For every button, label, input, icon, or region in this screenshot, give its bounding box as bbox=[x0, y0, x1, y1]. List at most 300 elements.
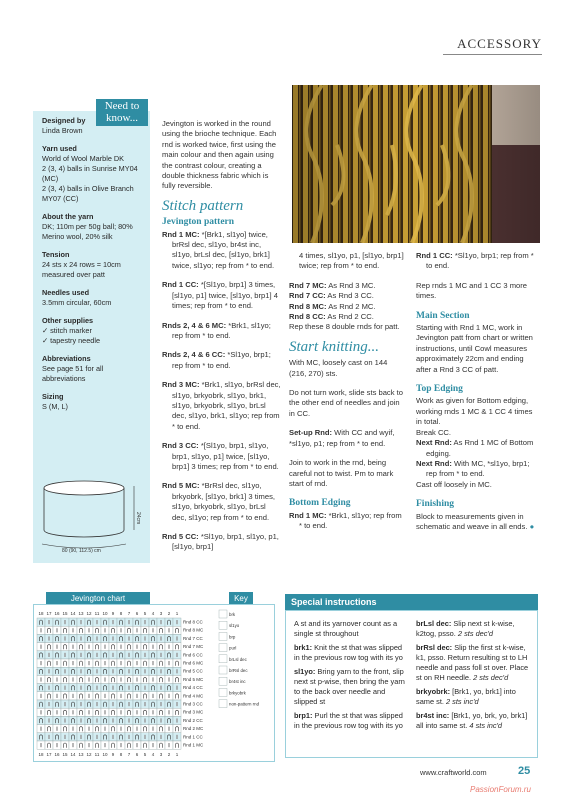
chart-cell bbox=[133, 634, 141, 642]
sl1yo-symbol bbox=[80, 636, 81, 640]
sl1yo-symbol bbox=[120, 694, 121, 698]
chart-cell bbox=[109, 643, 117, 651]
width-label: 80 (90, 112.5) cm bbox=[62, 548, 101, 554]
sl1yo-symbol bbox=[80, 702, 81, 706]
stitch-count: 2 sts inc'd bbox=[445, 697, 479, 706]
chart-cell bbox=[69, 700, 77, 708]
chart-cell bbox=[77, 692, 85, 700]
watermark: PassionForum.ru bbox=[470, 785, 531, 794]
chart-cell bbox=[53, 733, 61, 741]
row-text: As Rnd 2 MC. bbox=[326, 301, 376, 311]
sl1yo-symbol bbox=[112, 636, 113, 640]
row-text: *[Brk1, sl1yo] twice, brRsl dec, sl1yo, br4st inc, sl1yo, brLsl dec, [sl1yo, brk1] twice, sl1yo; rep from * to end. bbox=[172, 229, 275, 270]
sl1yo-symbol bbox=[88, 661, 89, 665]
needles-text: 3.5mm circular, 60cm bbox=[42, 298, 112, 307]
sl1yo-symbol bbox=[136, 694, 137, 698]
pattern-row bbox=[294, 711, 408, 731]
sl1yo-symbol bbox=[152, 628, 153, 632]
sl1yo-symbol bbox=[104, 727, 105, 731]
column-number: 3 bbox=[159, 611, 163, 616]
sl1yo-symbol bbox=[104, 628, 105, 632]
chart-cell bbox=[61, 675, 69, 683]
sl1yo-symbol bbox=[112, 702, 113, 706]
chart-cell bbox=[85, 684, 93, 692]
chart-cell bbox=[101, 667, 109, 675]
sl1yo-symbol bbox=[120, 661, 121, 665]
row-label: Rnd 7 MC: bbox=[289, 280, 327, 290]
column-number: 18 bbox=[38, 752, 44, 758]
sl1yo-symbol bbox=[152, 743, 153, 747]
key-swatch bbox=[219, 677, 227, 685]
column-number: 7 bbox=[127, 752, 131, 758]
chart-cell bbox=[37, 733, 45, 741]
sl1yo-symbol bbox=[120, 743, 121, 747]
row-text: *Sl1yo, brp1, sl1yo, p1, [sl1yo, brp1] bbox=[172, 532, 279, 552]
chart-cell bbox=[141, 675, 149, 683]
chart-cell bbox=[85, 716, 93, 724]
key-swatch bbox=[219, 688, 227, 696]
chart-cell bbox=[61, 643, 69, 651]
sl1yo-symbol bbox=[112, 718, 113, 722]
chart-cell bbox=[37, 716, 45, 724]
sl1yo-symbol bbox=[128, 653, 129, 657]
key-label: non-pattern rnd bbox=[229, 701, 260, 707]
sl1yo-symbol bbox=[128, 702, 129, 706]
key-label: br4st inc bbox=[229, 679, 246, 685]
key-label: brk bbox=[229, 612, 236, 617]
chart-cell bbox=[37, 634, 45, 642]
chart-cell bbox=[93, 741, 101, 749]
chart-row-label: Rnd 1 CC bbox=[183, 734, 203, 740]
sl1yo-symbol bbox=[88, 628, 89, 632]
sl1yo-symbol bbox=[80, 620, 81, 624]
chart-cell bbox=[109, 626, 117, 634]
pattern-row bbox=[162, 230, 282, 272]
start-knitting-heading: Start knitting... bbox=[289, 338, 379, 355]
column-number: 9 bbox=[111, 611, 115, 616]
pattern-row bbox=[289, 302, 406, 312]
section-title: ACCESSORY bbox=[457, 36, 542, 51]
sl1yo-symbol bbox=[80, 669, 81, 673]
sl1yo-symbol bbox=[40, 743, 41, 747]
yarn-line: 2 (3, 4) balls in Olive Branch MY07 (CC) bbox=[42, 184, 134, 203]
chart-cell bbox=[165, 667, 173, 675]
chart-cell bbox=[165, 700, 173, 708]
sl1yo-symbol bbox=[56, 661, 57, 665]
chart-cell bbox=[173, 659, 181, 667]
join2-text: Join to work in the rnd, being careful not to twist. Pm to mark start of rnd. bbox=[289, 458, 394, 488]
about-yarn-heading: About the yarn bbox=[42, 212, 94, 221]
sl1yo-symbol bbox=[144, 653, 145, 657]
supply-item: ✓ stitch marker bbox=[42, 326, 92, 335]
sl1yo-symbol bbox=[112, 620, 113, 624]
column-number: 11 bbox=[94, 611, 100, 616]
sl1yo-symbol bbox=[136, 727, 137, 731]
chart-cell bbox=[125, 725, 133, 733]
sl1yo-symbol bbox=[160, 669, 161, 673]
chart-cell bbox=[101, 618, 109, 626]
sl1yo-symbol bbox=[64, 620, 65, 624]
chart-cell bbox=[69, 684, 77, 692]
sl1yo-symbol bbox=[72, 694, 73, 698]
sl1yo-symbol bbox=[56, 645, 57, 649]
chart-cell bbox=[117, 733, 125, 741]
sl1yo-symbol bbox=[104, 743, 105, 747]
sl1yo-symbol bbox=[176, 620, 177, 624]
stitch-count: 2 sts dec'd bbox=[457, 629, 494, 638]
sl1yo-symbol bbox=[96, 620, 97, 624]
row-label: brp1: bbox=[294, 711, 313, 720]
chart-row-label: Rnd 5 CC bbox=[183, 668, 203, 674]
column-number: 3 bbox=[159, 752, 163, 758]
sl1yo-symbol bbox=[168, 661, 169, 665]
chart-cell bbox=[125, 626, 133, 634]
sl1yo-symbol bbox=[72, 677, 73, 681]
sl1yo-symbol bbox=[96, 735, 97, 739]
chart-cell bbox=[77, 725, 85, 733]
sl1yo-symbol bbox=[160, 718, 161, 722]
column-number: 2 bbox=[167, 752, 171, 758]
sl1yo-symbol bbox=[120, 628, 121, 632]
key-label: brp bbox=[229, 634, 236, 640]
chart-cell bbox=[117, 618, 125, 626]
chart-cell bbox=[77, 659, 85, 667]
chart-cell bbox=[165, 634, 173, 642]
sl1yo-symbol bbox=[56, 694, 57, 698]
key-swatch bbox=[219, 655, 227, 663]
pattern-row bbox=[289, 281, 406, 291]
sl1yo-symbol bbox=[152, 645, 153, 649]
chart-row-label: Rnd 8 CC bbox=[183, 619, 203, 625]
next2-text: With MC, *sl1yo, brp1; rep from * to end. bbox=[426, 458, 530, 479]
about-yarn-text: DK; 110m per 50g ball; 80% Merino wool, 20% silk bbox=[42, 222, 133, 241]
pattern-row bbox=[162, 532, 282, 553]
row-text: Knit the st that was slipped in the previous row tog with its yo bbox=[294, 643, 403, 662]
sl1yo-symbol bbox=[128, 686, 129, 690]
row-label: Rnd 8 MC: bbox=[289, 301, 327, 311]
sl1yo-symbol bbox=[72, 661, 73, 665]
chart-cell bbox=[117, 667, 125, 675]
chart-cell bbox=[173, 692, 181, 700]
sl1yo-symbol bbox=[104, 661, 105, 665]
sizing-heading: Sizing bbox=[42, 392, 64, 401]
chart-cell bbox=[61, 659, 69, 667]
column-number: 13 bbox=[78, 611, 84, 616]
chart-cell bbox=[37, 618, 45, 626]
sl1yo-symbol bbox=[72, 727, 73, 731]
repeat-text: Rep these 8 double rnds for patt. bbox=[289, 322, 400, 332]
sl1yo-symbol bbox=[144, 669, 145, 673]
r1cc-label: Rnd 1 CC: bbox=[416, 251, 453, 260]
sl1yo-symbol bbox=[160, 653, 161, 657]
row-text: Purl the st that was slipped in the previous row tog with its yo bbox=[294, 711, 403, 730]
chart-cell bbox=[109, 659, 117, 667]
chart-cell bbox=[173, 675, 181, 683]
supply-item: ✓ tapestry needle bbox=[42, 336, 101, 345]
row-text: Slip next st k-wise, k2tog, psso. bbox=[416, 619, 515, 638]
chart-cell bbox=[141, 725, 149, 733]
setup-label: Set-up Rnd: bbox=[289, 428, 333, 438]
row-text: As Rnd 3 CC. bbox=[325, 291, 374, 301]
sl1yo-symbol bbox=[152, 727, 153, 731]
column-number: 11 bbox=[94, 752, 100, 758]
chart-cell bbox=[93, 626, 101, 634]
sl1yo-symbol bbox=[48, 636, 49, 640]
chart-cell bbox=[125, 659, 133, 667]
pattern-row bbox=[294, 643, 408, 663]
sl1yo-symbol bbox=[40, 645, 41, 649]
column-number: 5 bbox=[143, 611, 147, 616]
chart-cell bbox=[69, 716, 77, 724]
chart-cell bbox=[85, 634, 93, 642]
rnd5cc-continued: 4 times, sl1yo, p1, [sl1yo, brp1] twice; rep from * to end. bbox=[299, 251, 404, 271]
chart-cell bbox=[45, 692, 53, 700]
chart-cell bbox=[117, 634, 125, 642]
row-text: *[Sl1yo, brp1] 3 times, [sl1yo, p1] twice, [sl1yo, brp1] 4 times; rep from * to end. bbox=[172, 280, 278, 311]
key-swatch bbox=[219, 632, 227, 640]
row-text: *Brk1, sl1yo, brRsl dec, sl1yo, brkyobrk, sl1yo, brk1, sl1yo, brkyobrk, sl1yo, brLsl dec, sl1yo, brk1, sl1yo; rep from * to end. bbox=[172, 380, 281, 431]
sl1yo-symbol bbox=[120, 727, 121, 731]
sizing-text: S (M, L) bbox=[42, 402, 68, 411]
sl1yo-symbol bbox=[48, 653, 49, 657]
sl1yo-symbol bbox=[144, 735, 145, 739]
page-number: 25 bbox=[518, 765, 531, 777]
chart-cell bbox=[117, 684, 125, 692]
sl1yo-symbol bbox=[48, 718, 49, 722]
chart-cell bbox=[37, 700, 45, 708]
row-text: [Brk1, yo, brk1] into same st. bbox=[416, 687, 516, 706]
chart-cell bbox=[45, 626, 53, 634]
chart-cell bbox=[53, 684, 61, 692]
sl1yo-symbol bbox=[64, 686, 65, 690]
chart-cell bbox=[125, 692, 133, 700]
chart-cell bbox=[125, 675, 133, 683]
abbreviations-text: See page 51 for all abbreviations bbox=[42, 364, 104, 383]
sl1yo-symbol bbox=[136, 628, 137, 632]
column-number: 16 bbox=[54, 611, 60, 616]
key-label: sl1yo bbox=[229, 623, 240, 629]
key-title: Key bbox=[229, 592, 253, 605]
chart-cell bbox=[69, 667, 77, 675]
chart-cell bbox=[157, 708, 165, 716]
sl1yo-symbol bbox=[96, 686, 97, 690]
pattern-row bbox=[289, 291, 406, 301]
chart-cell bbox=[157, 725, 165, 733]
sl1yo-symbol bbox=[176, 653, 177, 657]
sl1yo-symbol bbox=[88, 710, 89, 714]
sl1yo-symbol bbox=[80, 735, 81, 739]
chart-cell bbox=[133, 618, 141, 626]
pattern-row bbox=[162, 280, 282, 311]
row-text: As Rnd 3 MC. bbox=[326, 280, 376, 290]
chart-row-label: Rnd 1 MC bbox=[183, 742, 204, 748]
sl1yo-symbol bbox=[144, 686, 145, 690]
need-to-know-content bbox=[42, 116, 146, 412]
row-text: [Brk1, yo, brk, yo, brk1] all into same st. bbox=[416, 711, 528, 730]
chart-cell bbox=[77, 741, 85, 749]
rep-text: Rep rnds 1 MC and 1 CC 3 more times. bbox=[416, 280, 527, 301]
sl1yo-symbol bbox=[112, 735, 113, 739]
designer-name: Linda Brown bbox=[42, 126, 83, 135]
footer-url[interactable]: www.craftworld.com bbox=[420, 768, 487, 777]
chart-cell bbox=[53, 618, 61, 626]
sl1yo-symbol bbox=[168, 677, 169, 681]
pattern-row bbox=[162, 380, 282, 432]
chart-cell bbox=[61, 741, 69, 749]
chart-cell bbox=[173, 643, 181, 651]
chart-cell bbox=[173, 626, 181, 634]
tension-text: 24 sts x 24 rows = 10cm measured over patt bbox=[42, 260, 121, 279]
row-text: Slip the first st k-wise, k1, psso. Return resulting st to LH needle and pass foll st over. Place st on RH needle. bbox=[416, 643, 529, 682]
chart-cell bbox=[133, 667, 141, 675]
chart-cell bbox=[101, 651, 109, 659]
sl1yo-symbol bbox=[64, 718, 65, 722]
row-label: Rnd 8 CC: bbox=[289, 312, 326, 322]
special-instructions-heading: Special instructions bbox=[285, 594, 538, 610]
row-label: brRsl dec: bbox=[416, 643, 453, 652]
chart-row-label: Rnd 2 CC bbox=[183, 717, 203, 723]
column-number: 8 bbox=[119, 752, 123, 758]
sl1yo-symbol bbox=[168, 743, 169, 747]
column-number: 2 bbox=[167, 611, 171, 616]
sl1yo-symbol bbox=[104, 710, 105, 714]
key-swatch bbox=[219, 621, 227, 629]
chart-cell bbox=[85, 733, 93, 741]
top-edging-heading: Top Edging bbox=[416, 384, 463, 395]
chart-cell bbox=[101, 700, 109, 708]
chart-row-label: Rnd 6 MC bbox=[183, 660, 204, 666]
column-number: 10 bbox=[102, 752, 108, 758]
chart-row-label: Rnd 7 CC bbox=[183, 635, 203, 641]
column-number: 6 bbox=[135, 752, 139, 758]
row-label: Rnd 5 MC: bbox=[162, 481, 200, 491]
cast-on-text: With MC, loosely cast on 144 (216, 270) sts. bbox=[289, 358, 388, 378]
chart-row-label: Rnd 4 MC bbox=[183, 693, 204, 699]
sl1yo-symbol bbox=[40, 727, 41, 731]
yarn-heading: Yarn used bbox=[42, 144, 77, 153]
chart-cell bbox=[149, 733, 157, 741]
chart-row-label: Rnd 4 CC bbox=[183, 685, 203, 691]
sl1yo-symbol bbox=[120, 645, 121, 649]
sl1yo-symbol bbox=[48, 686, 49, 690]
sl1yo-symbol bbox=[64, 636, 65, 640]
row-label: Rnd 1 MC: bbox=[162, 229, 200, 239]
column-number: 1 bbox=[175, 611, 179, 616]
chart-cell bbox=[93, 659, 101, 667]
chart-cell bbox=[157, 626, 165, 634]
chart-cell bbox=[165, 684, 173, 692]
sl1yo-symbol bbox=[120, 677, 121, 681]
chart-cell bbox=[133, 700, 141, 708]
sl1yo-symbol bbox=[40, 710, 41, 714]
chart-row-label: Rnd 3 CC bbox=[183, 701, 203, 707]
sl1yo-symbol bbox=[128, 669, 129, 673]
sl1yo-symbol bbox=[136, 661, 137, 665]
chart-cell bbox=[133, 684, 141, 692]
sl1yo-symbol bbox=[40, 677, 41, 681]
chart-cell bbox=[93, 643, 101, 651]
pattern-row bbox=[162, 321, 282, 342]
need-to-know-tab: Need to know... bbox=[96, 99, 148, 126]
cowl-photo bbox=[292, 85, 540, 243]
chart-cell bbox=[93, 692, 101, 700]
header-rule bbox=[443, 54, 542, 55]
pattern-row bbox=[294, 619, 408, 639]
sl1yo-symbol bbox=[96, 718, 97, 722]
chart-cell bbox=[53, 667, 61, 675]
chart-cell bbox=[53, 700, 61, 708]
chart-cell bbox=[149, 716, 157, 724]
row-text: As Rnd 2 CC. bbox=[325, 312, 374, 322]
needles-heading: Needles used bbox=[42, 288, 90, 297]
chart-cell bbox=[61, 725, 69, 733]
sl1yo-symbol bbox=[72, 645, 73, 649]
chart-cell bbox=[77, 708, 85, 716]
chart-cell bbox=[85, 618, 93, 626]
sl1yo-symbol bbox=[64, 669, 65, 673]
pattern-row bbox=[162, 481, 282, 523]
sl1yo-symbol bbox=[96, 653, 97, 657]
join-text: Do not turn work, slide sts back to the other end of needles and join in CC. bbox=[289, 388, 403, 418]
supplies-heading: Other supplies bbox=[42, 316, 94, 325]
chart-cell bbox=[133, 733, 141, 741]
pattern-row bbox=[162, 350, 282, 371]
chart-cell bbox=[173, 708, 181, 716]
setup-text: With CC and wyif, *sl1yo, p1; rep from * to end. bbox=[289, 428, 395, 448]
pattern-row bbox=[294, 667, 408, 707]
sl1yo-symbol bbox=[88, 694, 89, 698]
chart-cell bbox=[141, 659, 149, 667]
chart-cell bbox=[173, 741, 181, 749]
chart-cell bbox=[109, 741, 117, 749]
cowl-schematic bbox=[38, 478, 148, 556]
sl1yo-symbol bbox=[160, 735, 161, 739]
chart-cell bbox=[77, 643, 85, 651]
chart-cell bbox=[149, 651, 157, 659]
r1cc-text: *Sl1yo, brp1; rep from * to end. bbox=[426, 251, 534, 271]
designed-by-heading: Designed by bbox=[42, 116, 86, 125]
sl1yo-symbol bbox=[48, 620, 49, 624]
chart-cell bbox=[93, 708, 101, 716]
sl1yo-symbol bbox=[136, 645, 137, 649]
chart-cell bbox=[37, 667, 45, 675]
pattern-row bbox=[416, 687, 532, 707]
chart-title: Jevington chart bbox=[46, 592, 150, 605]
sl1yo-symbol bbox=[64, 735, 65, 739]
finishing-heading: Finishing bbox=[416, 499, 455, 510]
column-number: 12 bbox=[86, 611, 92, 616]
cast-off-text: Cast off loosely in MC. bbox=[416, 479, 492, 489]
chart-cell bbox=[117, 651, 125, 659]
key-label: purl bbox=[229, 645, 237, 651]
sl1yo-symbol bbox=[168, 710, 169, 714]
row-label: Rnds 2, 4 & 6 CC: bbox=[162, 350, 226, 360]
stitch-count: 4 sts inc'd bbox=[469, 721, 503, 730]
row-label: brkyobrk: bbox=[416, 687, 451, 696]
chart-cell bbox=[69, 618, 77, 626]
chart-cell bbox=[69, 733, 77, 741]
jevington-pattern-heading: Jevington pattern bbox=[162, 217, 235, 228]
sl1yo-symbol bbox=[136, 710, 137, 714]
chart-row-label: Rnd 8 MC bbox=[183, 627, 204, 633]
key-swatch bbox=[219, 610, 227, 618]
chart-cell bbox=[109, 725, 117, 733]
sl1yo-symbol bbox=[152, 677, 153, 681]
sl1yo-symbol bbox=[40, 661, 41, 665]
column-number: 17 bbox=[46, 752, 52, 758]
column-number: 4 bbox=[151, 752, 155, 758]
column-number: 5 bbox=[143, 752, 147, 758]
